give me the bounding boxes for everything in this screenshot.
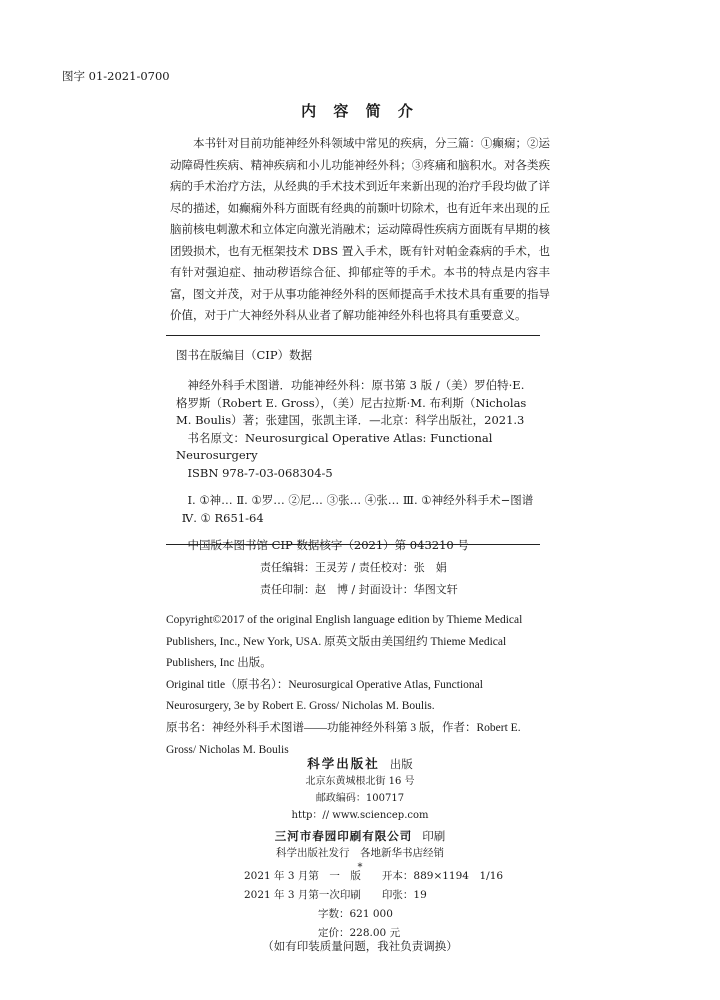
editor-credits — [260, 557, 560, 601]
spec-row-3: 字数：621 000 — [318, 908, 393, 920]
registration-number: 图字 01-2021-0700 — [62, 69, 170, 83]
spec-row-1: 2021 年 3 月第 一 版 开本：889×1194 1/16 — [244, 870, 504, 882]
copyright-chinese-title: 原书名：神经外科手术图谱——功能神经外科第 3 版，作者：Robert E. Gross/ Nicholas M. Boulis — [166, 721, 521, 756]
cip-classification-1: Ⅰ. ①神… Ⅱ. ①罗… ②尼… ③张… ④张… Ⅲ. ①神经外科手术−图谱 — [187, 493, 534, 507]
copyright-original-title: Original title（原书名）：Neurosurgical Operative Atlas, Functional Neurosurgery, 3e by Robert E. Gross/ Nicholas M. Boulis. — [166, 678, 483, 713]
cip-record — [176, 377, 536, 555]
editor-line-2: 责任印制：赵 博 / 封面设计：华图文轩 — [260, 583, 458, 596]
separator-star: * — [357, 862, 363, 873]
content-summary — [170, 133, 550, 327]
publisher-name: 科学出版社 — [307, 756, 380, 771]
cip-entry: 神经外科手术图谱．功能神经外科：原书第 3 版 /（美）罗伯特·E. 格罗斯（Robert E. Gross），（美）尼古拉斯·M. 布利斯（Nicholas M. Boulis）著；张建国，张凯主译．—北京：科学出版社，2021.3 — [176, 378, 527, 427]
divider-bottom — [166, 544, 540, 545]
printer-suffix: 印刷 — [422, 829, 446, 843]
copyright-notice: Copyright©2017 of the original English language edition by Thieme Medical Publishers, Inc., New York, USA. 原英文版由美国纽约 Thieme Medical Publishers, Inc 出版。 — [166, 614, 523, 670]
editor-line-1: 责任编辑：王灵芳 / 责任校对：张 娟 — [260, 561, 447, 574]
divider-top — [166, 335, 540, 336]
cip-number: 中国版本图书馆 CIP 数据核字（2021）第 043210 号 — [187, 538, 469, 552]
cip-original-title: 书名原文：Neurosurgical Operative Atlas: Functional Neurosurgery — [176, 430, 493, 462]
publisher-postcode: 邮政编码：100717 — [315, 793, 405, 804]
edition-specs — [244, 867, 503, 943]
quality-notice: （如有印装质量问题，我社负责调换） — [262, 939, 458, 953]
publisher-address: 北京东黄城根北街 16 号 — [305, 776, 415, 787]
publisher-name-line — [0, 755, 720, 773]
printer-name: 三河市春园印刷有限公司 — [274, 829, 413, 843]
printer-line — [0, 828, 720, 845]
spec-row-4: 定价：228.00 元 — [318, 927, 401, 939]
summary-paragraph: 本书针对目前功能神经外科领域中常见的疾病，分三篇：①癫痫；②运动障碍性疾病、精神疾病和小儿功能神经外科；③疼痛和脑积水。对各类疾病的手术治疗方法，从经典的手术技术到近年来新出现的治疗手段均做了详尽的描述，如癫痫外科方面既有经典的前颞叶切除术，也有近年来出现的丘脑前核电刺激术和立体定向激光消融术；运动障碍性疾病方面既有早期的核团毁损术，也有无框架技术 DBS 置入手术，既有针对帕金森病的手术，也有针对强迫症、抽动秽语综合征、抑郁症等的手术。本书的特点是内容丰富，图文并茂，对于从事功能神经外科的医师提高手术技术具有重要的指导价值，对于广大神经外科从业者了解功能神经外科也将具有重要意义。 — [170, 136, 550, 322]
cip-isbn: ISBN 978-7-03-068304-5 — [187, 465, 333, 480]
publisher-suffix: 出版 — [389, 757, 413, 771]
publisher-block — [0, 755, 720, 874]
publisher-website: http：// www.sciencep.com — [291, 810, 429, 821]
spec-row-2: 2021 年 3 月第一次印刷 印张：19 — [244, 889, 427, 901]
cip-heading: 图书在版编目（CIP）数据 — [176, 348, 313, 362]
cip-classification-2: Ⅳ. ① R651-64 — [181, 510, 264, 525]
copyright-block — [166, 610, 546, 761]
distribution-line: 科学出版社发行 各地新华书店经销 — [276, 847, 444, 859]
section-title: 内 容 简 介 — [301, 102, 419, 120]
